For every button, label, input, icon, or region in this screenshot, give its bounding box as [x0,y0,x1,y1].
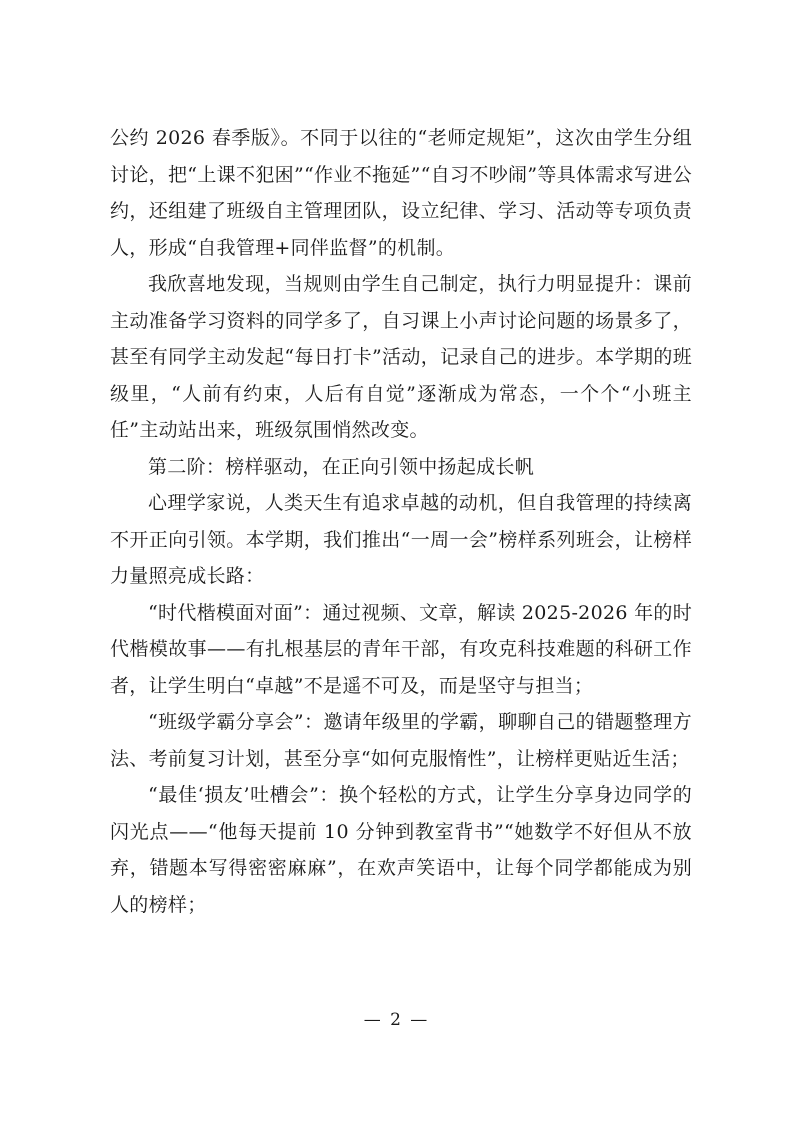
paragraph-observation: 我欣喜地发现，当规则由学生自己制定，执行力明显提升：课前主动准备学习资料的同学多了，自习课上小声讨论问题的场景多了，甚至有同学主动发起“每日打卡”活动，记录自己的进步。本学期的班级里，“人前有约束，人后有自觉”逐渐成为常态，一个个“小班主任”主动站出来，班级氛围悄然改变。 [110,273,692,441]
document-body [110,120,692,923]
page-number: — 2 — [363,1010,430,1030]
paragraph-continuation: 公约 2026 春季版》。不同于以往的“老师定规矩”，这次由学生分组讨论，把“上课不犯困”“作业不拖延”“自习不吵闹”等具体需求写进公约，还组建了班级自主管理团队，设立纪律、学习、活动等专项负责人，形成“自我管理+同伴监督”的机制。 [110,127,692,259]
paragraph-top-students: “班级学霸分享会”：邀请年级里的学霸，聊聊自己的错题整理方法、考前复习计划，甚至分享“如何克服惰性”，让榜样更贴近生活； [110,711,692,770]
section-heading: 第二阶：榜样驱动，在正向引领中扬起成长帆 [148,455,535,478]
paragraph-intro: 心理学家说，人类天生有追求卓越的动机，但自我管理的持续离不开正向引领。本学期，我们推出“一周一会”榜样系列班会，让榜样力量照亮成长路： [110,492,692,587]
paragraph-role-models: “时代楷模面对面”：通过视频、文章，解读 2025-2026 年的时代楷模故事——有扎根基层的青年干部，有攻克科技难题的科研工作者，让学生明白“卓越”不是遥不可及，而是坚守与担当； [110,601,692,697]
paragraph-best-friends: “最佳‘损友’吐槽会”：换个轻松的方式，让学生分享身边同学的闪光点——“他每天提前 10 分钟到教室背书”“她数学不好但从不放弃，错题本写得密密麻麻”，在欢声笑语中，让每个同学都能成为别人的榜样； [110,784,692,916]
